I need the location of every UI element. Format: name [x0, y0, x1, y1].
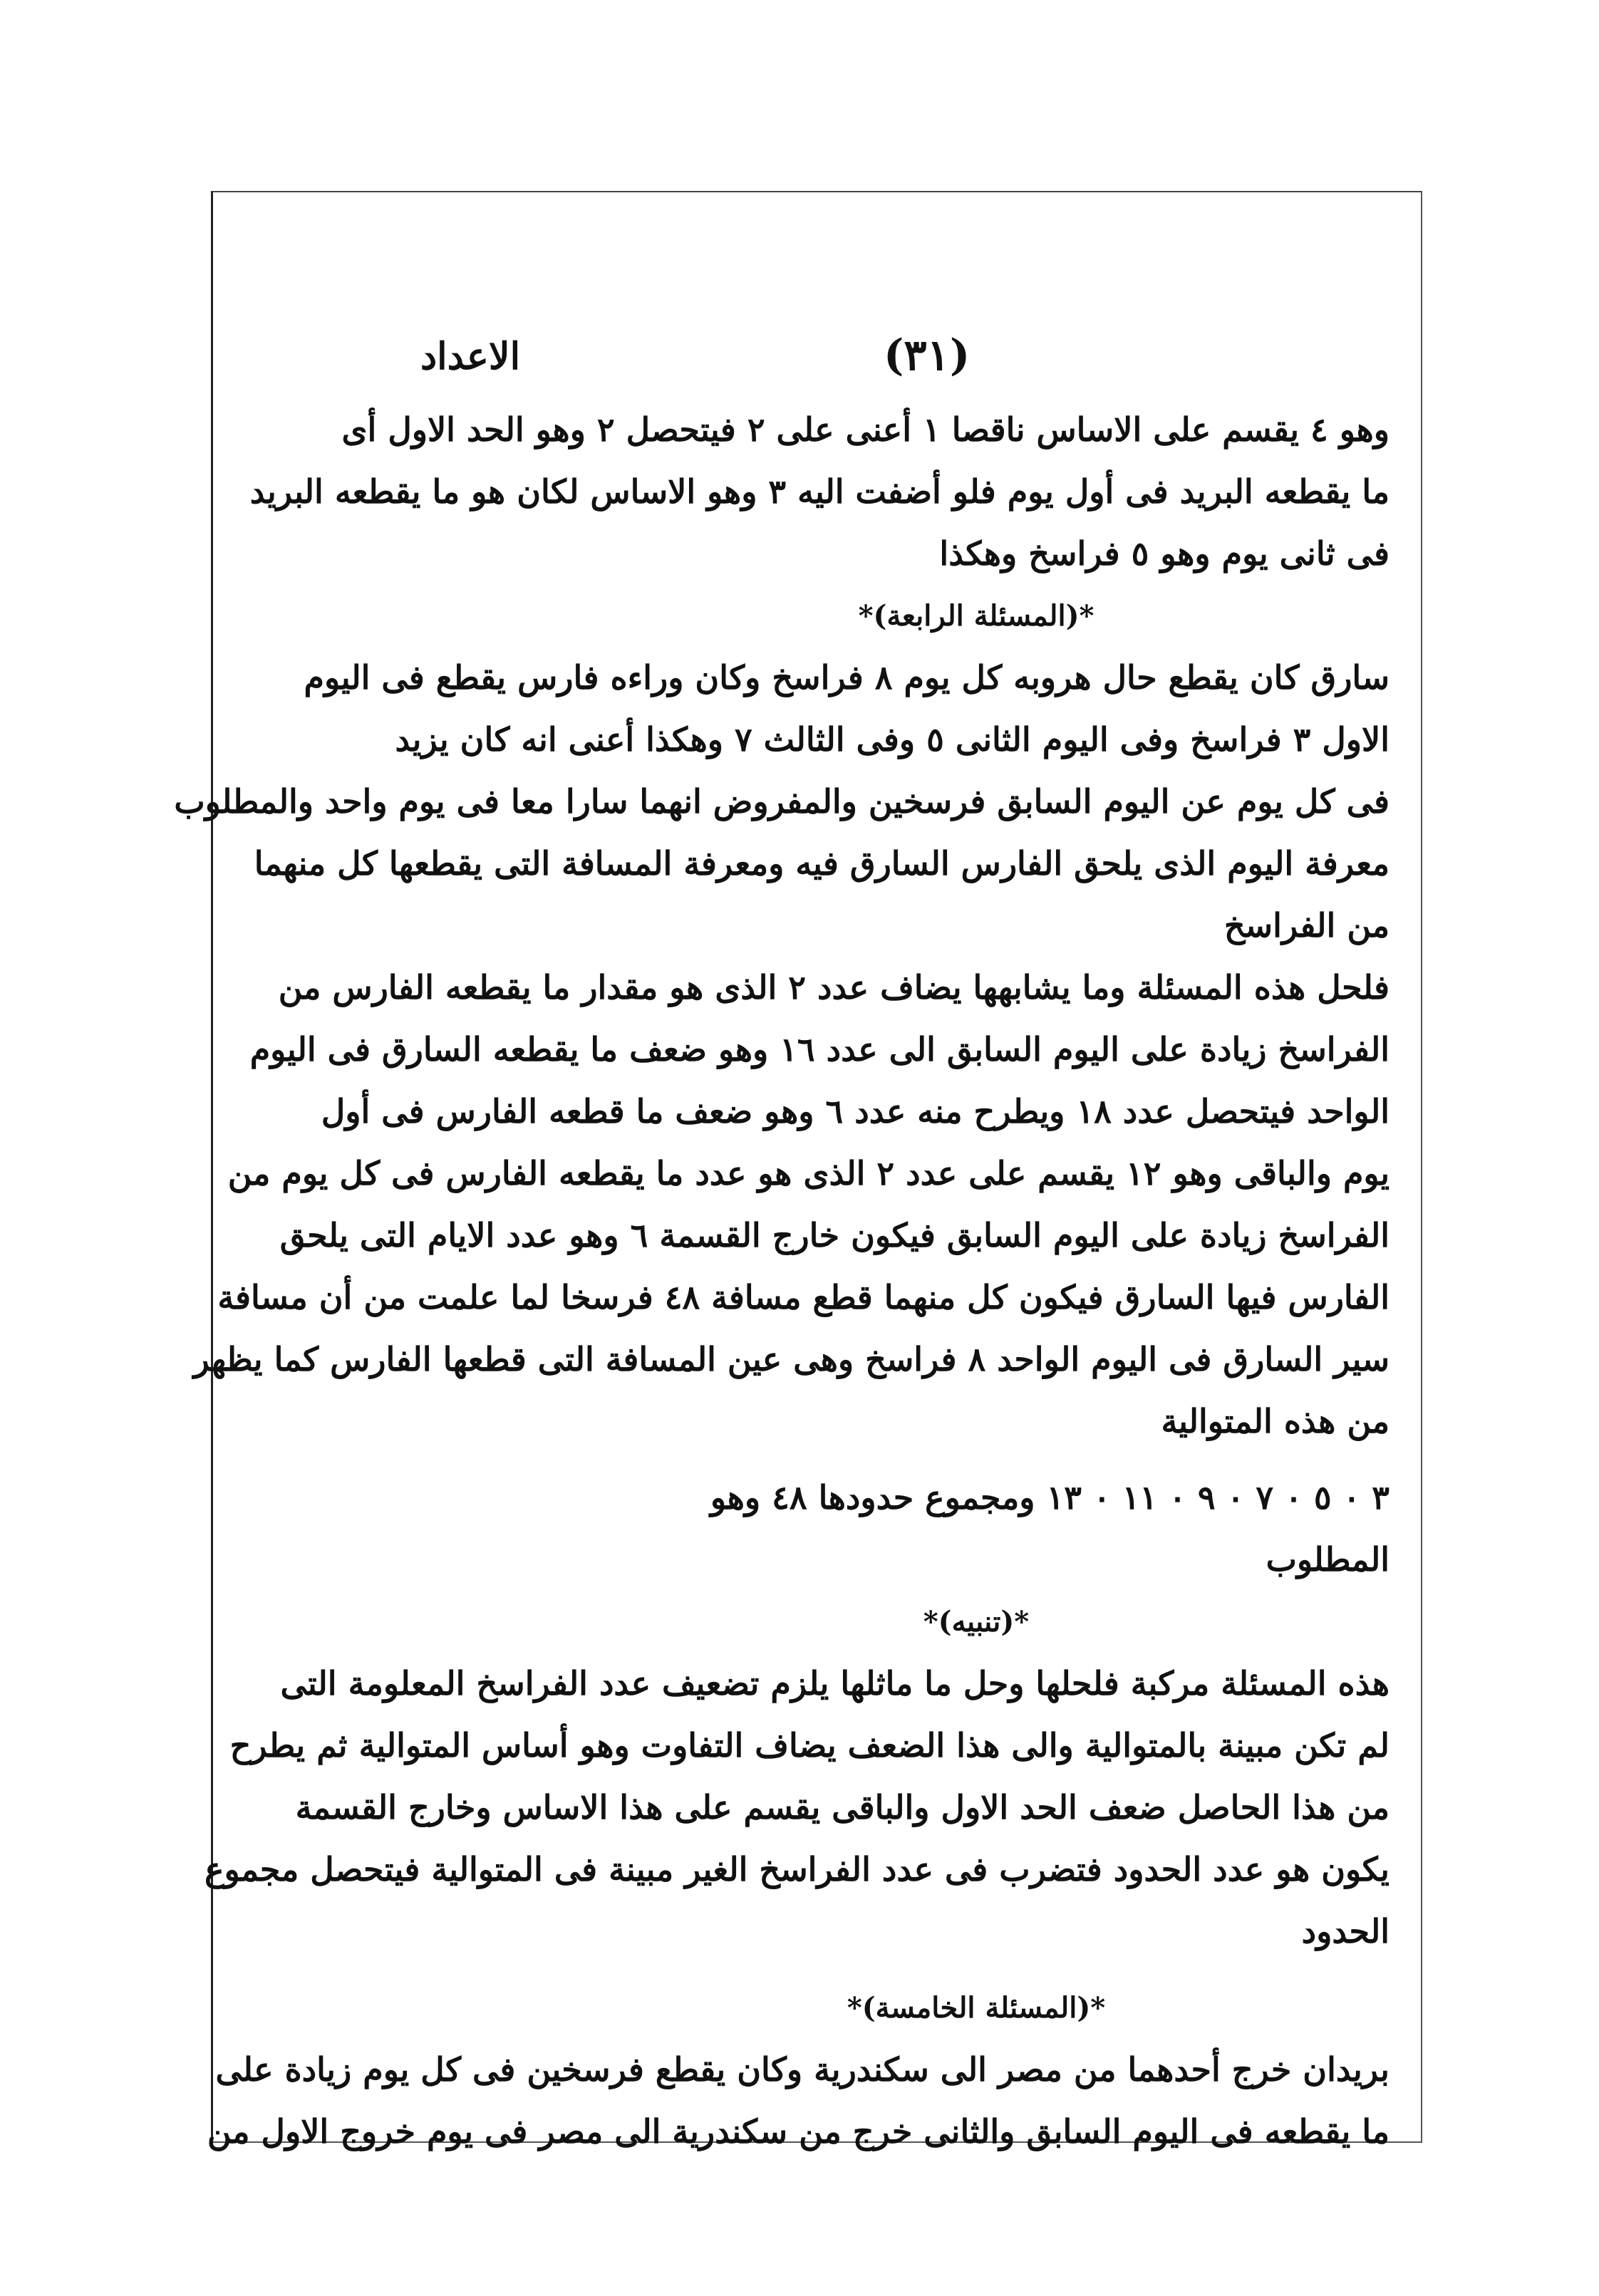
text-line: سير السارق فى اليوم الواحد ٨ فراسخ وهى عين المسافة التى قطعها الفارس كما يظهر: [193, 1340, 1390, 1378]
text-line: المطلوب: [1266, 1540, 1390, 1579]
text-line: يوم والباقى وهو ١٢ يقسم على عدد ٢ الذى هو عدد ما يقطعه الفارس فى كل يوم من: [227, 1154, 1390, 1193]
text-line: الحدود: [1301, 1912, 1390, 1950]
page-header: [420, 331, 1390, 399]
text-line: الفراسخ زيادة على اليوم السابق الى عدد ١٦ وهو ضعف ما يقطعه السارق فى اليوم: [249, 1030, 1390, 1069]
text-line: الفارس فيها السارق فيكون كل منهما قطع مسافة ٤٨ فرسخا لما علمت من أن مسافة: [217, 1278, 1390, 1316]
arithmetic-series-line: ٣ ٠ ٥ ٠ ٧ ٠ ٩ ٠ ١١ ٠ ١٣ ومجموع حدودها ٤٨ وهو: [710, 1478, 1390, 1517]
text-line: ما يقطعه فى اليوم السابق والثانى خرج من سكندرية الى مصر فى يوم خروج الاول من: [207, 2112, 1390, 2151]
text-line: الاول ٣ فراسخ وفى اليوم الثانى ٥ وفى الثالث ٧ وهكذا أعنى انه كان يزيد: [395, 720, 1390, 759]
note-paragraph: [205, 1653, 1390, 1963]
note-heading: *(تنبيه)*: [923, 1605, 1030, 1638]
text-line: فى كل يوم عن اليوم السابق فرسخين والمفروض انهما سارا معا فى يوم واحد والمطلوب: [174, 782, 1390, 821]
paragraph-continuation: [249, 399, 1390, 585]
spacer: [420, 1963, 1390, 1977]
problem-4-solution: [193, 957, 1390, 1453]
page-body: [174, 331, 1390, 2163]
problem-5-heading: *(المسئلة الخامسة)*: [847, 1991, 1106, 2025]
problem-5-statement: [207, 2039, 1390, 2163]
running-section-title: الاعداد: [420, 335, 521, 378]
text-line: سارق كان يقطع حال هروبه كل يوم ٨ فراسخ وكان وراءه فارس يقطع فى اليوم: [304, 658, 1390, 697]
problem-4-heading: *(المسئلة الرابعة)*: [858, 599, 1095, 633]
text-line: معرفة اليوم الذى يلحق الفارس السارق فيه ومعرفة المسافة التى يقطعها كل منهما: [254, 844, 1390, 883]
text-line: فلحل هذه المسئلة وما يشابهها يضاف عدد ٢ الذى هو مقدار ما يقطعه الفارس من: [278, 968, 1390, 1007]
text-line: ما يقطعه البريد فى أول يوم فلو أضفت اليه ٣ وهو الاساس لكان هو ما يقطعه البريد: [249, 472, 1390, 511]
text-line: يكون هو عدد الحدود فتضرب فى عدد الفراسخ الغير مبينة فى المتوالية فيتحصل مجموع: [205, 1850, 1390, 1889]
text-line: من الفراسخ: [1223, 906, 1390, 945]
text-line: من هذا الحاصل ضعف الحد الاول والباقى يقسم على هذا الاساس وخارج القسمة: [295, 1788, 1390, 1827]
text-line: وهو ٤ يقسم على الاساس ناقصا ١ أعنى على ٢ فيتحصل ٢ وهو الحد الاول أى: [341, 410, 1390, 449]
text-line: من هذه المتوالية: [1161, 1402, 1390, 1440]
text-line: بريدان خرج أحدهما من مصر الى سكندرية وكان يقطع فرسخين فى كل يوم زيادة على: [215, 2050, 1390, 2089]
text-line: فى ثانى يوم وهو ٥ فراسخ وهكذا: [939, 534, 1390, 573]
problem-4-statement: [174, 647, 1390, 957]
text-line: الفراسخ زيادة على اليوم السابق فيكون خارج القسمة ٦ وهو عدد الايام التى يلحق: [279, 1216, 1390, 1255]
text-line: لم تكن مبينة بالمتوالية والى هذا الضعف يضاف التفاوت وهو أساس المتوالية ثم يطرح: [229, 1726, 1390, 1765]
spacer: [420, 1453, 1390, 1467]
text-line: الواحد فيتحصل عدد ١٨ ويطرح منه عدد ٦ وهو ضعف ما قطعه الفارس فى أول: [321, 1092, 1390, 1131]
text-line: هذه المسئلة مركبة فلحلها وحل ما ماثلها يلزم تضعيف عدد الفراسخ المعلومة التى: [280, 1664, 1390, 1703]
page-number: (٣١): [884, 331, 971, 380]
